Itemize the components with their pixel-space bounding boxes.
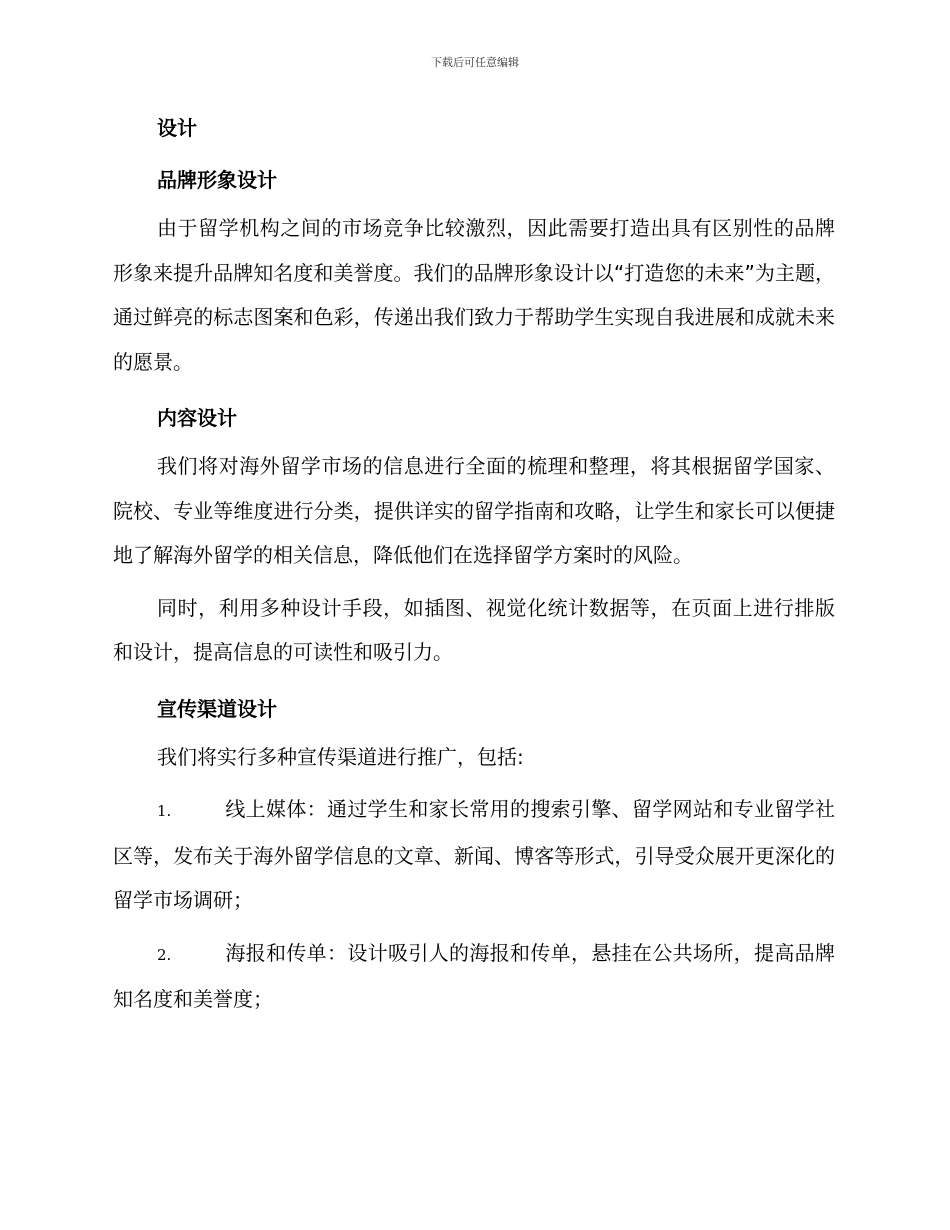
header-note: 下载后可任意编辑: [431, 56, 519, 69]
brand-heading: 品牌形象设计: [157, 168, 277, 192]
content-paragraph-1: 我们将对海外留学市场的信息进行全面的梳理和整理，将其根据留学国家、院校、专业等维度进行分类，提供详实的留学指南和攻略，让学生和家长可以便捷地了解海外留学的相关信息，降低他们在选择留学方案时的风险。: [113, 454, 835, 567]
document-body: [113, 110, 835, 1022]
channels-heading: 宣传渠道设计: [157, 696, 277, 721]
content-paragraph-2: 同时，利用多种设计手段，如插图、视觉化统计数据等，在页面上进行排版和设计，提高信息的可读性和吸引力。: [113, 595, 835, 664]
content-heading: 内容设计: [157, 406, 237, 430]
channels-intro: 我们将实行多种宣传渠道进行推广，包括:: [157, 744, 524, 769]
list-item: [113, 931, 835, 1022]
section-title: 设计: [157, 116, 197, 140]
list-item-number: 1.: [157, 802, 172, 820]
brand-paragraph: 由于留学机构之间的市场竞争比较激烈，因此需要打造出具有区别性的品牌形象来提升品牌知名度和美誉度。我们的品牌形象设计以“打造您的未来”为主题，通过鲜亮的标志图案和色彩，传递出我们致力于帮助学生实现自我进展和成就未来的愿景。: [113, 216, 835, 374]
list-item: [113, 787, 835, 923]
list-item-text: 线上媒体：通过学生和家长常用的搜索引擎、留学网站和专业留学社区等，发布关于海外留学信息的文章、新闻、博客等形式，引导受众展开更深化的留学市场调研；: [113, 797, 835, 912]
list-item-text: 海报和传单：设计吸引人的海报和传单，悬挂在公共场所，提高品牌知名度和美誉度；: [113, 940, 835, 1011]
list-item-number: 2.: [157, 945, 172, 964]
